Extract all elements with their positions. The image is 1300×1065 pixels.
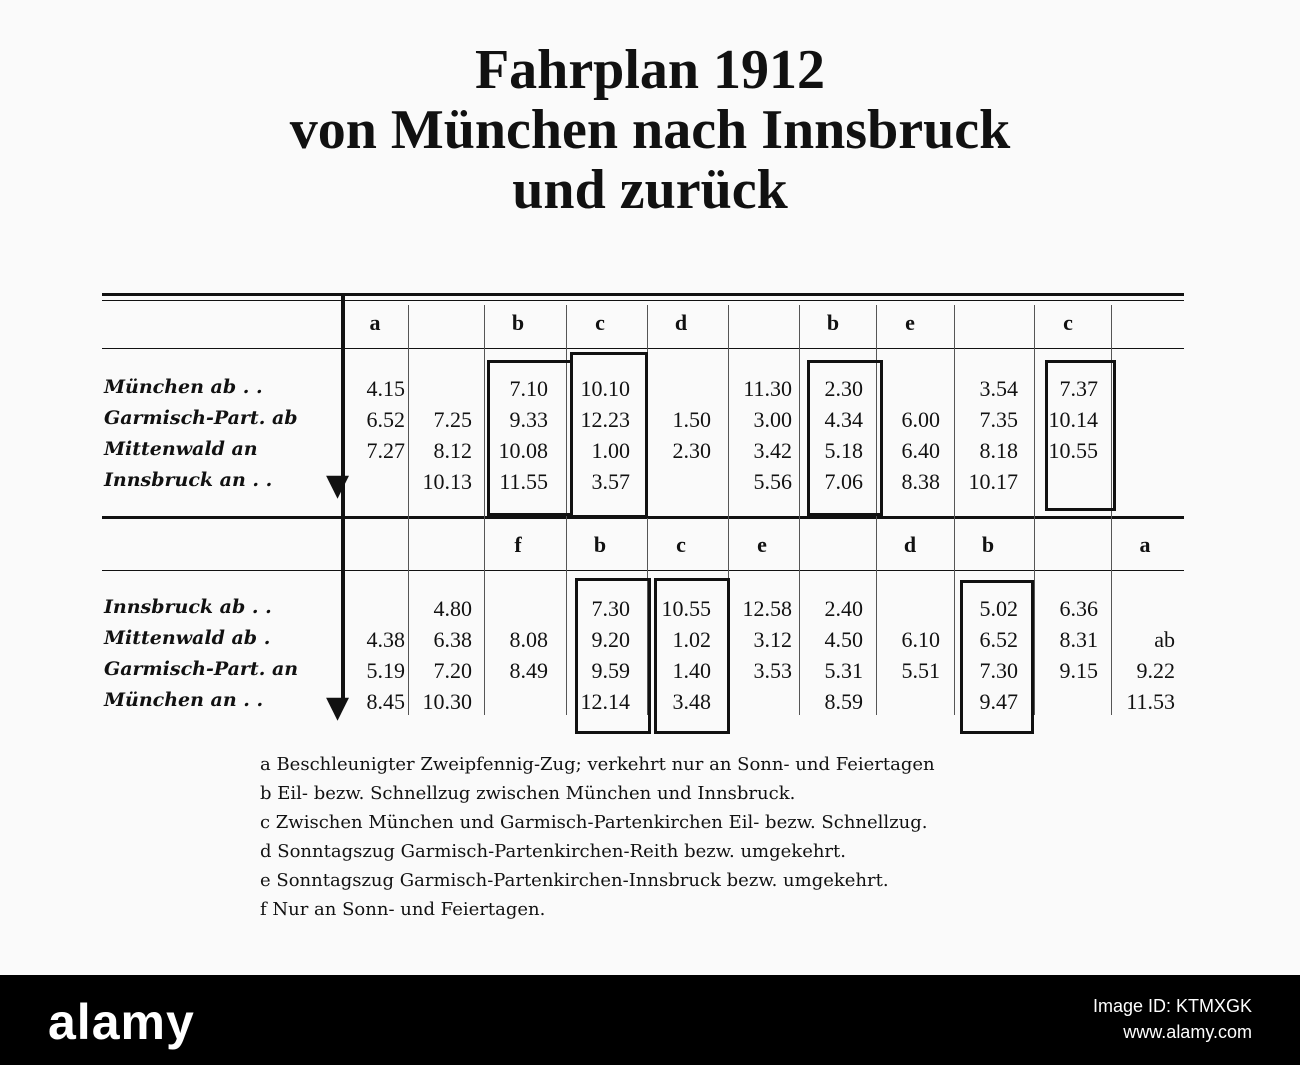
outbound-time-cell: 10.08 [498,438,548,463]
outbound-column-code: c [1063,310,1073,335]
outbound-column-code: c [595,310,605,335]
outbound-time-cell: 10.10 [580,376,630,401]
outbound-time-cell: 3.00 [753,407,792,432]
outbound-time-cell: 2.30 [672,438,711,463]
inbound-time-cell: 9.20 [591,627,630,652]
outbound-time-cell: 11.30 [743,376,792,401]
outbound-column-code: d [674,310,688,335]
column-divider [1034,305,1035,715]
footnote-b: b Eil- bezw. Schnellzug zwischen München und Innsbruck. [260,783,796,804]
outbound-column-code: a [369,310,381,335]
inbound-time-cell: 8.08 [509,627,548,652]
service-box [1045,360,1116,511]
outbound-station-label: München ab . . [104,376,263,398]
inbound-station-label: Garmisch-Part. an [104,658,299,680]
outbound-time-cell: 10.55 [1048,438,1098,463]
inbound-time-cell: 5.51 [901,658,940,683]
outbound-time-cell: 5.18 [824,438,863,463]
outbound-time-cell: 4.34 [824,407,863,432]
footnote-e: e Sonntagszug Garmisch-Partenkirchen-Innsbruck bezw. umgekehrt. [260,870,889,891]
inbound-column-code: a [1139,532,1151,557]
inbound-time-cell: 4.80 [433,596,472,621]
outbound-time-cell: 12.23 [580,407,630,432]
inbound-time-cell: 8.45 [366,689,405,714]
outbound-time-cell: 3.57 [591,469,630,494]
outbound-time-cell: 4.15 [366,376,405,401]
inbound-column-code: c [676,532,686,557]
outbound-station-label: Innsbruck an . . [104,469,273,491]
inbound-time-cell: 6.10 [901,627,940,652]
outbound-time-cell: 7.37 [1059,376,1098,401]
outbound-time-cell: 1.00 [591,438,630,463]
site-url: www.alamy.com [1123,1022,1252,1042]
outbound-time-cell: 2.30 [824,376,863,401]
inbound-column-code: e [757,532,767,557]
outbound-time-cell: 8.38 [901,469,940,494]
image-meta [1093,993,1252,1045]
column-divider [799,305,800,715]
outbound-time-cell: 7.06 [824,469,863,494]
outbound-time-cell: 6.40 [901,438,940,463]
footnote-d: d Sonntagszug Garmisch-Partenkirchen-Reith bezw. umgekehrt. [260,841,846,862]
outbound-time-cell: 7.35 [979,407,1018,432]
inbound-time-cell: 10.30 [422,689,472,714]
inbound-time-cell: 8.31 [1059,627,1098,652]
inbound-time-cell: 7.30 [591,596,630,621]
inbound-time-cell: 2.40 [824,596,863,621]
image-id: Image ID: KTMXGK [1092,996,1252,1016]
inbound-time-cell: 3.48 [672,689,711,714]
outbound-column-code: b [511,310,525,335]
arrow-down-icon: ▼ [326,468,350,503]
inbound-station-label: Mittenwald ab . [104,627,271,649]
header-divider-inbound [102,570,1184,571]
alamy-logo: alamy [48,994,195,1050]
outbound-time-cell: 1.50 [672,407,711,432]
outbound-time-cell: 7.27 [366,438,405,463]
column-divider [408,305,409,715]
service-box [570,352,648,518]
column-divider [954,305,955,715]
outbound-column-code: b [826,310,840,335]
inbound-time-cell: 6.38 [433,627,472,652]
service-box [960,580,1034,734]
inbound-time-cell: 5.02 [979,596,1018,621]
outbound-time-cell: 3.42 [753,438,792,463]
inbound-time-cell: 3.53 [753,658,792,683]
outbound-time-cell: 6.00 [901,407,940,432]
inbound-time-cell: 6.52 [979,627,1018,652]
outbound-column-code: e [905,310,915,335]
title-line-1: Fahrplan 1912 [474,39,826,101]
outbound-time-cell: 7.10 [509,376,548,401]
outbound-time-cell: 11.55 [499,469,548,494]
table-top-rule [102,293,1184,296]
page-title [0,40,1300,220]
outbound-time-cell: 10.14 [1048,407,1098,432]
inbound-time-cell: 9.15 [1059,658,1098,683]
footnote-a: a Beschleunigter Zweipfennig-Zug; verkehrt nur an Sonn- und Feiertagen [260,754,935,775]
inbound-time-cell: 10.55 [661,596,711,621]
service-box [487,360,573,516]
inbound-time-cell: 9.59 [591,658,630,683]
outbound-time-cell: 10.13 [422,469,472,494]
inbound-time-cell: 1.02 [672,627,711,652]
outbound-station-label: Garmisch-Part. ab [104,407,298,429]
header-divider-outbound [102,348,1184,349]
inbound-time-cell: 5.19 [366,658,405,683]
inbound-time-cell: 12.14 [580,689,630,714]
service-box [575,578,651,734]
inbound-time-cell: 5.31 [824,658,863,683]
footnote-c: c Zwischen München und Garmisch-Partenkirchen Eil- bezw. Schnellzug. [260,812,928,833]
arrow-down-icon: ▼ [326,690,350,725]
footnotes [260,750,935,924]
inbound-time-cell: 12.58 [742,596,792,621]
outbound-station-label: Mittenwald an [104,438,258,460]
inbound-column-code: f [514,532,522,557]
service-box [807,360,883,516]
outbound-time-cell: 5.56 [753,469,792,494]
inbound-time-cell: ab [1154,627,1175,652]
inbound-time-cell: 6.36 [1059,596,1098,621]
outbound-time-cell: 10.17 [968,469,1018,494]
inbound-column-code: b [593,532,607,557]
inbound-time-cell: 9.47 [979,689,1018,714]
service-box [654,578,730,734]
inbound-time-cell: 7.30 [979,658,1018,683]
inbound-column-code: b [981,532,995,557]
footnote-f: f Nur an Sonn- und Feiertagen. [260,899,546,920]
outbound-time-cell: 7.25 [433,407,472,432]
inbound-time-cell: 3.12 [753,627,792,652]
title-line-3: und zurück [512,159,788,221]
outbound-time-cell: 8.12 [433,438,472,463]
outbound-time-cell: 8.18 [979,438,1018,463]
inbound-time-cell: 4.38 [366,627,405,652]
outbound-time-cell: 9.33 [509,407,548,432]
title-line-2: von München nach Innsbruck [289,99,1011,161]
inbound-column-code: d [903,532,917,557]
inbound-time-cell: 8.49 [509,658,548,683]
inbound-time-cell: 4.50 [824,627,863,652]
table-top-rule-thin [102,300,1184,301]
inbound-time-cell: 9.22 [1136,658,1175,683]
inbound-time-cell: 1.40 [672,658,711,683]
inbound-time-cell: 8.59 [824,689,863,714]
stock-footer [0,975,1300,1065]
outbound-time-cell: 6.52 [366,407,405,432]
inbound-station-label: München an . . [104,689,264,711]
column-divider [484,305,485,715]
inbound-station-label: Innsbruck ab . . [104,596,272,618]
inbound-time-cell: 11.53 [1126,689,1175,714]
outbound-time-cell: 3.54 [979,376,1018,401]
inbound-time-cell: 7.20 [433,658,472,683]
